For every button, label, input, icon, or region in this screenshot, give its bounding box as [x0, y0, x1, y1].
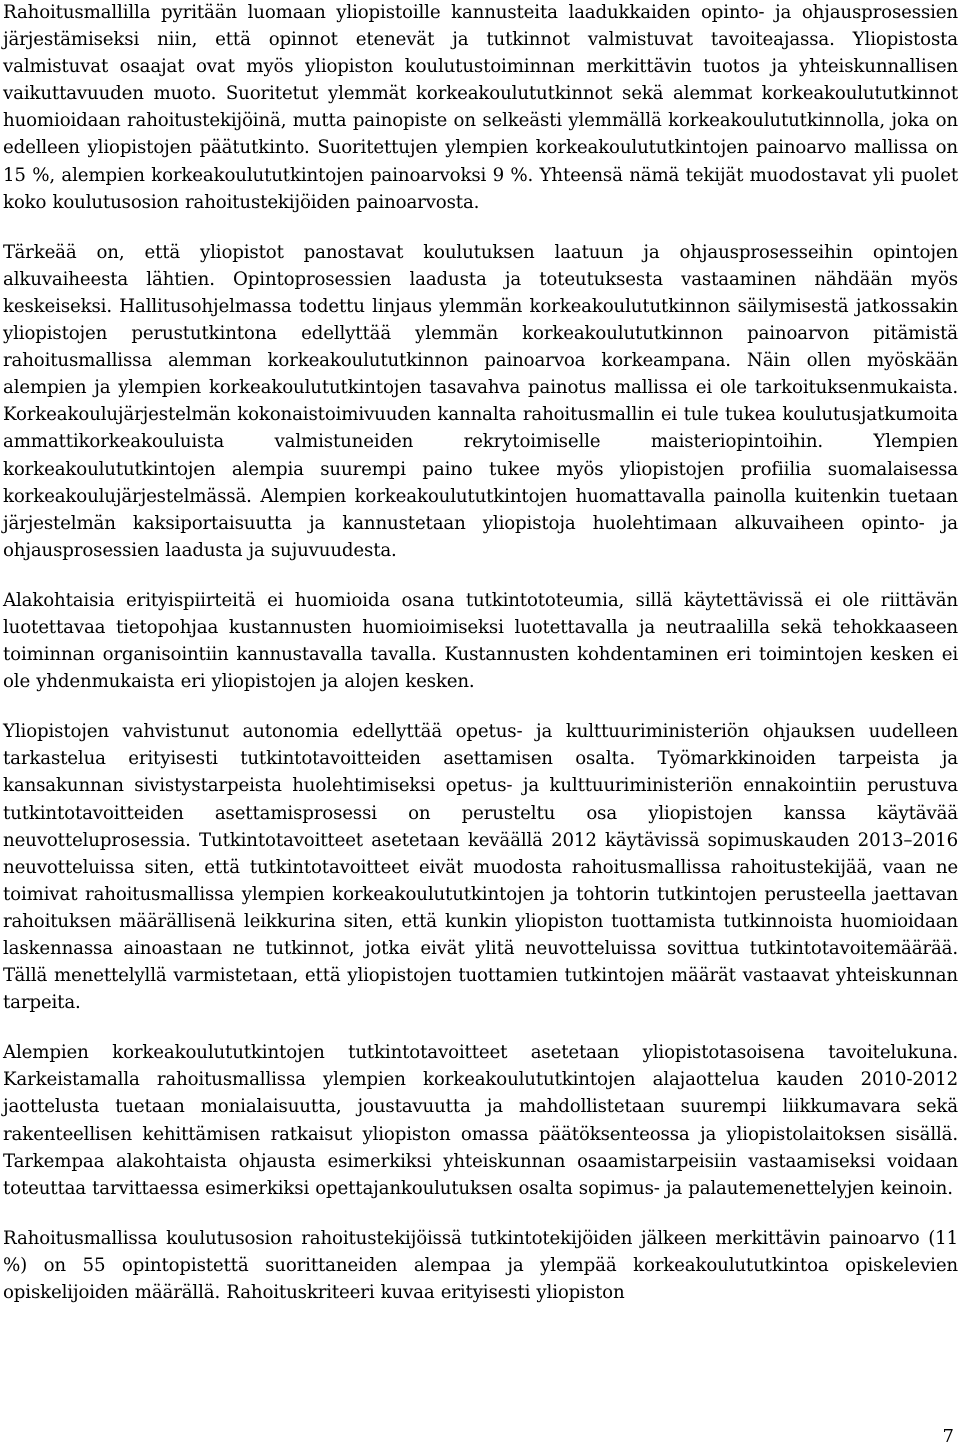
paragraph-credit-points-criterion: Rahoitusmallissa koulutusosion rahoitustekijöissä tutkintotekijöiden jälkeen merkittävin painoarvo (11 %) on 55 opintopistettä suorittaneiden alempaa ja ylempää korkeakoulututkintoa opiskelevien opiskelijoiden määrällä. Rahoituskriteeri kuvaa erityisesti yliopiston [3, 1227, 958, 1304]
paragraph-field-specific-features: Alakohtaisia erityispiirteitä ei huomioida osana tutkintototeumia, sillä käytettävissä ei ole riittävän luotettavaa tietopohjaa kustannusten huomioimiseksi luotettavalla ja neutraalilla sekä tehokkaaseen toiminnan organisointiin kannustavalla tavalla. Kustannusten kohdentaminen eri toimintojen kesken ei ole yhdenmukaista eri yliopistojen ja alojen kesken. [3, 589, 958, 693]
paragraph-education-quality: Tärkeää on, että yliopistot panostavat koulutuksen laatuun ja ohjausprosesseihin opintojen alkuvaiheesta lähtien. Opintoprosessien laadusta ja toteutuksesta vastaaminen nähdään myös keskeiseksi. Hallitusohjelmassa todettu linjaus ylemmän korkeakoulututkinnon säilymisestä jatkossakin yliopistojen perustutkintona edellyttää ylemmän korkeakoulututkinnon painoarvon pitämistä rahoitusmallissa alemman korkeakoulututkinnon painoarvoa korkeampana. Näin ollen myöskään alempien ja ylempien korkeakoulututkintojen tasavahva painotus mallissa ei ole tarkoituksenmukaista. Korkeakoulujärjestelmän kokonaistoimivuuden kannalta rahoitusmallin ei tule tukea koulutusjatkumoita ammattikorkeakouluista valmistuneiden rekrytoimiselle maisteriopintoihin. Ylempien korkeakoulututkintojen alempia suurempi paino tukee myös yliopistojen profiilia suomalaisessa korkeakoulujärjestelmässä. Alempien korkeakoulututkintojen huomattavalla painolla kuitenkin tuetaan järjestelmän kaksiportaisuutta ja kannustetaan yliopistoja huolehtimaan alkuvaiheen opinto- ja ohjausprosessien laadusta ja sujuvuudesta. [3, 241, 958, 561]
paragraph-degree-targets: Yliopistojen vahvistunut autonomia edellyttää opetus- ja kulttuuriministeriön ohjauksen uudelleen tarkastelua erityisesti tutkintotavoitteiden asettamisen osalta. Työmarkkinoiden tarpeista ja kansakunnan sivistystarpeista huolehtimiseksi opetus- ja kulttuuriministeriön ennakointiin perustuva tutkintotavoitteiden asettamisprosessi on perusteltu osa yliopistojen kanssa käytävää neuvotteluprosessia. Tutkintotavoitteet asetetaan keväällä 2012 käytävissä sopimuskauden 2013–2016 neuvotteluissa siten, että tutkintotavoitteet eivät muodosta rahoitusmallissa rahoitustekijää, vaan ne toimivat rahoitusmallissa ylempien korkeakoulututkintojen ja tohtorin tutkintojen perusteella jaettavan rahoituksen määrällisenä leikkurina siten, että kunkin yliopiston tuottamista tutkinnoista huomioidaan laskennassa ainoastaan ne tutkinnot, jotka eivät ylitä neuvotteluissa sovittua tutkintotavoitemäärää. Tällä menettelyllä varmistetaan, että yliopistojen tuottamien tutkintojen määrät vastaavat yhteiskunnan tarpeita. [3, 721, 958, 1014]
page-number: 7 [942, 1426, 954, 1447]
paragraph-funding-model-incentives: Rahoitusmallilla pyritään luomaan yliopistoille kannusteita laadukkaiden opinto- ja ohjausprosessien järjestämiseksi niin, että opinnot etenevät ja tutkinnot valmistuvat tavoiteajassa. Yliopistosta valmistuvat osaajat ovat myös yliopiston koulutustoiminnan merkittävin tuotos ja yhteiskunnallisen vaikuttavuuden muoto. Suoritetut ylemmät korkeakoulututkinnot sekä alemmat korkeakoulututkinnot huomioidaan rahoitustekijöinä, mutta painopiste on selkeästi ylemmällä korkeakoulututkinnolla, joka on edelleen yliopistojen päätutkinto. Suoritettujen ylempien korkeakoulututkintojen painoarvo mallissa on 15 %, alempien korkeakoulututkintojen painoarvoksi 9 %. Yhteensä nämä tekijät muodostavat yli puolet koko koulutusosion rahoitustekijöiden painoarvosta. [3, 2, 958, 213]
paragraph-lower-degree-targets: Alempien korkeakoulututkintojen tutkintotavoitteet asetetaan yliopistotasoisena tavoitelukuna. Karkeistamalla rahoitusmallissa ylempien korkeakoulututkintojen alajaottelua kauden 2010-2012 jaottelusta tuetaan monialaisuutta, joustavuutta ja mahdollistetaan suurempi liikkumavara sekä rakenteellisen kehittämisen ratkaisut yliopiston omassa päätöksenteossa ja yliopistolaitoksen sisällä. Tarkempaa alakohtaista ohjausta esimerkiksi yhteiskunnan osaamistarpeisiin vastaamiseksi voidaan toteuttaa tarvittaessa esimerkiksi opettajankoulutuksen osalta sopimus- ja palautemenettelyjen keinoin. [3, 1042, 958, 1199]
document-page [3, 0, 958, 1329]
